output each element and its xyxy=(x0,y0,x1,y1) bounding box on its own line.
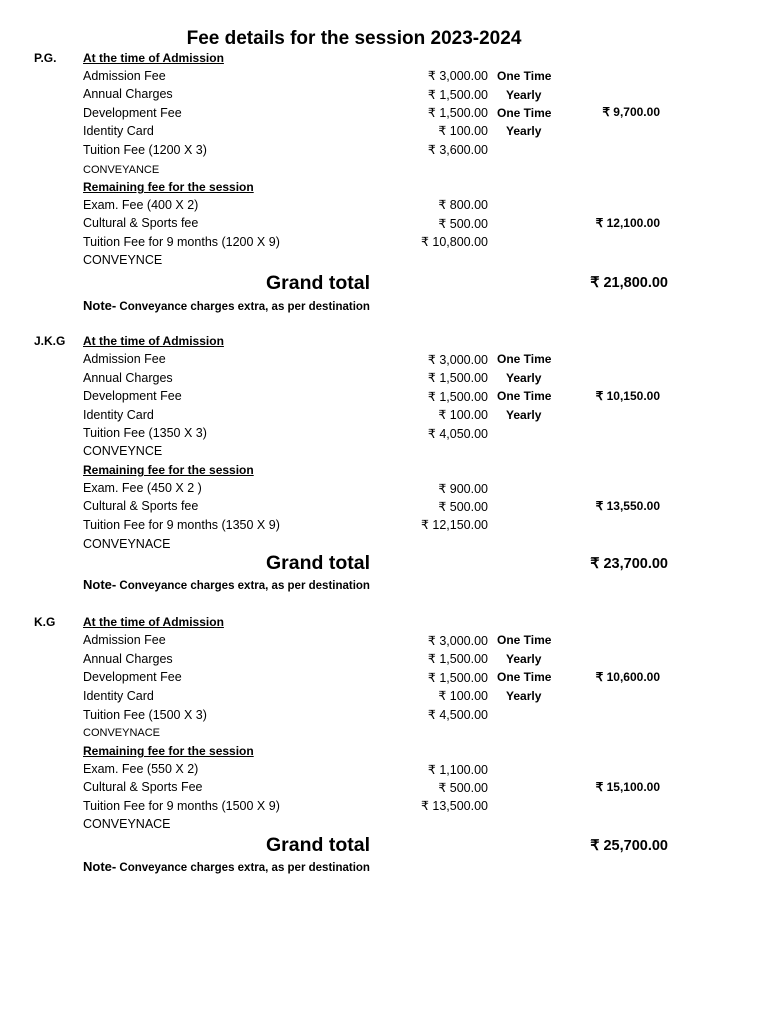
fee-item-amount: ₹ 1,500.00 xyxy=(427,88,488,102)
fee-item-label: Development Fee xyxy=(83,106,182,120)
fee-item-amount: ₹ 1,500.00 xyxy=(427,371,488,385)
remaining-subtotal: ₹ 12,100.00 xyxy=(595,216,660,230)
fee-item-amount: ₹ 10,800.00 xyxy=(420,235,488,249)
fee-item-frequency: One Time xyxy=(497,670,552,684)
fee-item-label: Tuition Fee for 9 months (1500 X 9) xyxy=(83,799,280,813)
fee-item-frequency: One Time xyxy=(497,106,552,120)
fee-item-frequency: Yearly xyxy=(506,689,542,703)
fee-item-frequency: Yearly xyxy=(506,371,542,385)
fee-item-amount: ₹ 800.00 xyxy=(438,198,488,212)
fee-item-amount: ₹ 1,500.00 xyxy=(427,652,488,666)
fee-item-amount: ₹ 100.00 xyxy=(438,689,488,703)
grand-total-amount: ₹ 21,800.00 xyxy=(590,275,668,291)
admission-heading: At the time of Admission xyxy=(83,334,224,348)
fee-item-label: Admission Fee xyxy=(83,352,166,366)
class-label: J.K.G xyxy=(34,334,66,348)
fee-item-label: Tuition Fee for 9 months (1350 X 9) xyxy=(83,518,280,532)
fee-item-label: Development Fee xyxy=(83,389,182,403)
fee-item-amount: ₹ 1,500.00 xyxy=(427,390,488,404)
note-lead: Note- xyxy=(83,577,117,592)
fee-item-amount: ₹ 4,500.00 xyxy=(427,708,488,722)
fee-item-amount: ₹ 1,500.00 xyxy=(427,106,488,120)
fee-item-frequency: One Time xyxy=(497,352,552,366)
fee-item-label: Tuition Fee for 9 months (1200 X 9) xyxy=(83,235,280,249)
fee-item-frequency: One Time xyxy=(497,69,552,83)
fee-item-amount: ₹ 12,150.00 xyxy=(420,518,488,532)
conveyance-note xyxy=(83,577,370,592)
grand-total-amount: ₹ 25,700.00 xyxy=(590,838,668,854)
fee-item-label: Tuition Fee (1500 X 3) xyxy=(83,708,207,722)
fee-item-frequency: One Time xyxy=(497,389,552,403)
grand-total-amount: ₹ 23,700.00 xyxy=(590,556,668,572)
fee-item-label: Exam. Fee (550 X 2) xyxy=(83,762,199,776)
remaining-heading: Remaining fee for the session xyxy=(83,180,254,194)
admission-heading: At the time of Admission xyxy=(83,51,224,65)
remaining-subtotal: ₹ 15,100.00 xyxy=(595,780,660,794)
note-text: Conveyance charges extra, as per destination xyxy=(116,862,370,874)
fee-item-label: Annual Charges xyxy=(83,371,173,385)
class-label: P.G. xyxy=(34,51,57,65)
fee-item-label: Exam. Fee (400 X 2) xyxy=(83,198,199,212)
remaining-subtotal: ₹ 13,550.00 xyxy=(595,499,660,513)
fee-item-label: Identity Card xyxy=(83,408,154,422)
admission-subtotal: ₹ 10,600.00 xyxy=(595,670,660,684)
fee-item-label: Development Fee xyxy=(83,670,182,684)
fee-item-amount: ₹ 3,000.00 xyxy=(427,353,488,367)
fee-item-amount: ₹ 100.00 xyxy=(438,124,488,138)
fee-item-label: Tuition Fee (1350 X 3) xyxy=(83,426,207,440)
fee-item-label: CONVEYNACE xyxy=(83,537,171,551)
fee-item-label: Annual Charges xyxy=(83,652,173,666)
fee-item-amount: ₹ 3,000.00 xyxy=(427,634,488,648)
fee-item-frequency: Yearly xyxy=(506,124,542,138)
fee-item-amount: ₹ 13,500.00 xyxy=(420,799,488,813)
fee-item-amount: ₹ 500.00 xyxy=(438,217,488,231)
fee-item-amount: ₹ 1,100.00 xyxy=(427,763,488,777)
remaining-heading: Remaining fee for the session xyxy=(83,463,254,477)
fee-item-amount: ₹ 1,500.00 xyxy=(427,671,488,685)
fee-item-label: Exam. Fee (450 X 2 ) xyxy=(83,481,202,495)
fee-item-amount: ₹ 4,050.00 xyxy=(427,427,488,441)
grand-total-label: Grand total xyxy=(266,834,371,856)
fee-item-frequency: Yearly xyxy=(506,408,542,422)
fee-item-label: Identity Card xyxy=(83,689,154,703)
fee-item-label: Cultural & Sports fee xyxy=(83,216,199,230)
note-text: Conveyance charges extra, as per destination xyxy=(116,580,370,592)
fee-item-label: CONVEYNACE xyxy=(83,817,171,831)
remaining-heading: Remaining fee for the session xyxy=(83,744,254,758)
fee-item-amount: ₹ 500.00 xyxy=(438,781,488,795)
note-text: Conveyance charges extra, as per destination xyxy=(116,301,370,313)
note-lead: Note- xyxy=(83,859,117,874)
conveyance-note xyxy=(83,298,370,313)
fee-item-label: Identity Card xyxy=(83,124,154,138)
page-title: Fee details for the session 2023-2024 xyxy=(186,28,522,49)
fee-item-amount: ₹ 3,600.00 xyxy=(427,143,488,157)
fee-item-amount: ₹ 3,000.00 xyxy=(427,69,488,83)
admission-heading: At the time of Admission xyxy=(83,615,224,629)
fee-item-label: CONVEYNCE xyxy=(83,253,163,267)
fee-item-label: Cultural & Sports Fee xyxy=(83,780,203,794)
fee-item-label: Annual Charges xyxy=(83,87,173,101)
class-label: K.G xyxy=(34,615,56,629)
fee-item-amount: ₹ 500.00 xyxy=(438,500,488,514)
admission-subtotal: ₹ 10,150.00 xyxy=(595,389,660,403)
fee-item-label: Admission Fee xyxy=(83,69,166,83)
admission-subtotal: ₹ 9,700.00 xyxy=(602,105,660,119)
grand-total-label: Grand total xyxy=(266,272,371,294)
fee-item-label: CONVEYNCE xyxy=(83,444,163,458)
fee-item-label: Tuition Fee (1200 X 3) xyxy=(83,143,207,157)
note-lead: Note- xyxy=(83,298,117,313)
fee-item-frequency: Yearly xyxy=(506,88,542,102)
fee-item-amount: ₹ 900.00 xyxy=(438,482,488,496)
conveyance-note xyxy=(83,859,370,874)
fee-item-frequency: One Time xyxy=(497,633,552,647)
fee-item-amount: ₹ 100.00 xyxy=(438,408,488,422)
fee-item-label: CONVEYNACE xyxy=(83,727,161,739)
grand-total-label: Grand total xyxy=(266,552,371,574)
fee-item-label: CONVEYANCE xyxy=(83,164,160,176)
fee-item-label: Cultural & Sports fee xyxy=(83,499,199,513)
fee-item-label: Admission Fee xyxy=(83,633,166,647)
fee-item-frequency: Yearly xyxy=(506,652,542,666)
